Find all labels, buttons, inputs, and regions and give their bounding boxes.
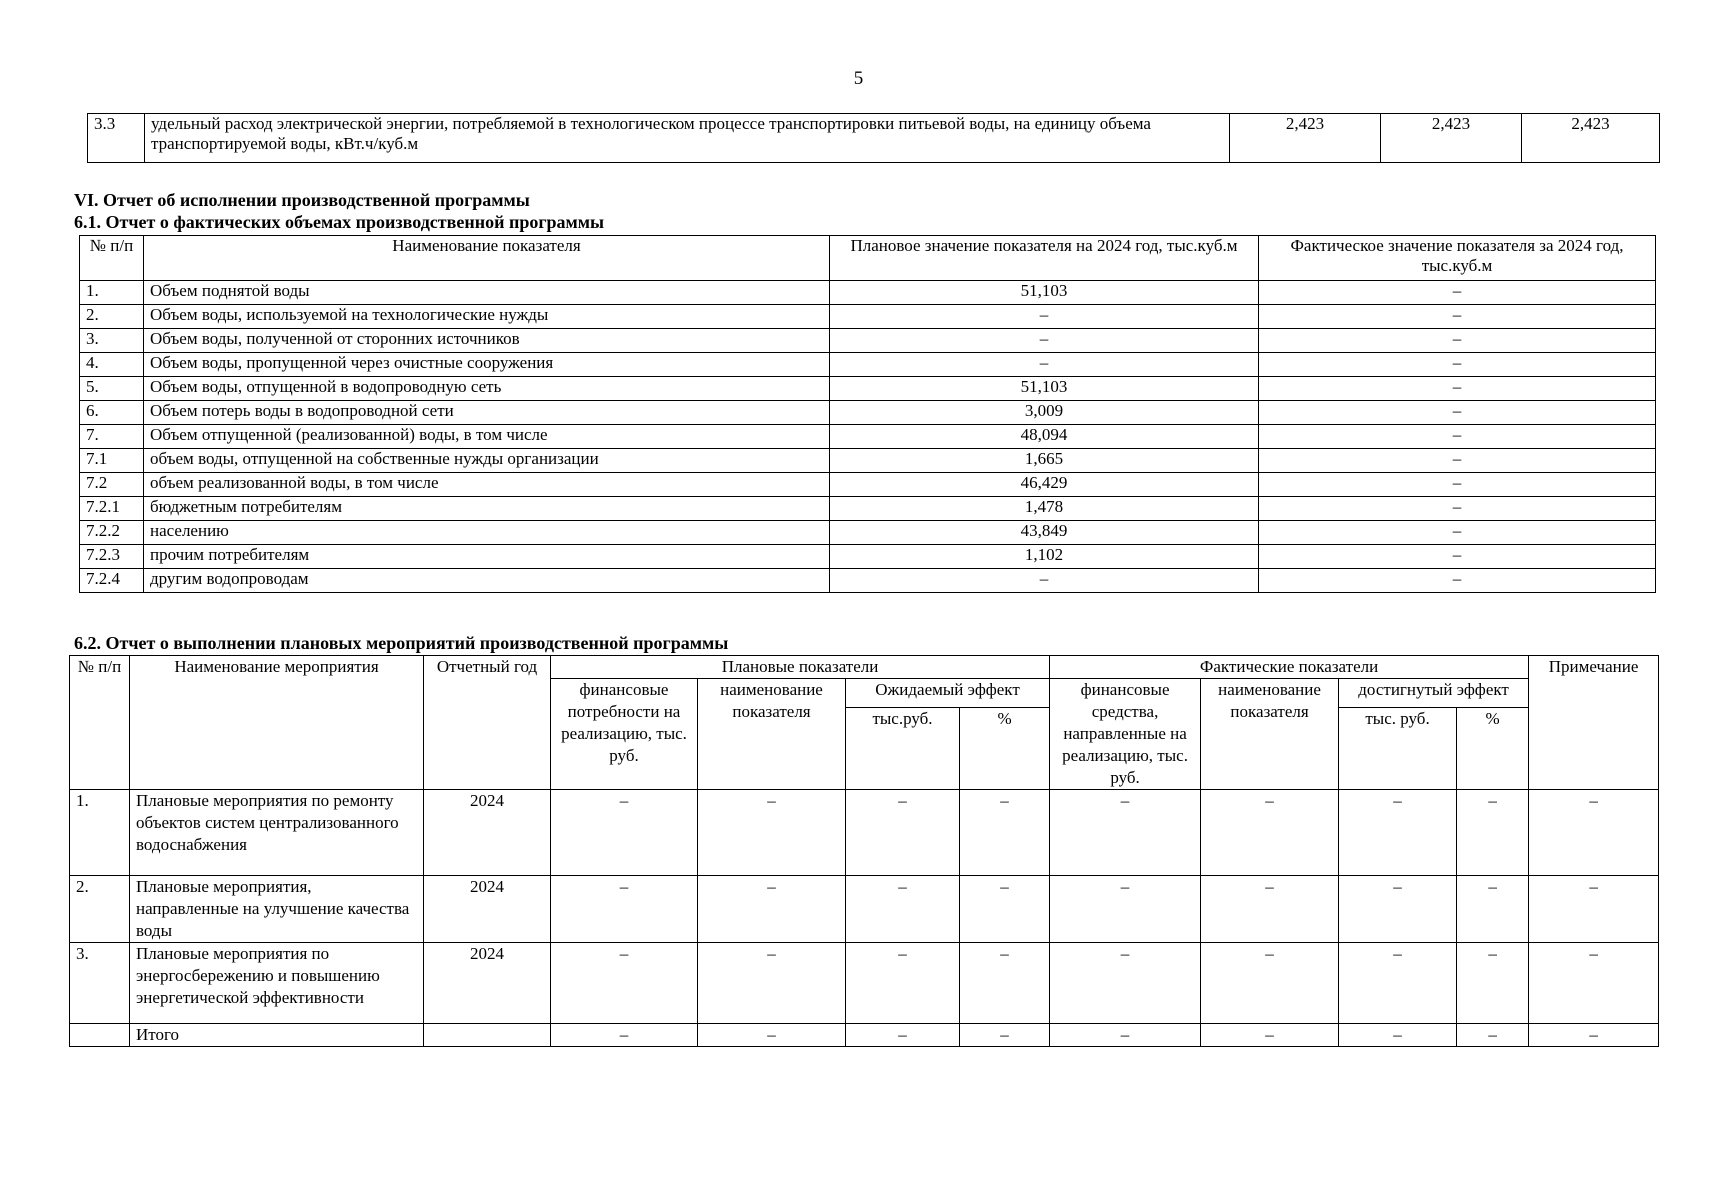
plan-value: 1,102	[830, 545, 1259, 569]
value-cell: –	[1339, 1024, 1457, 1047]
row-name: Плановые мероприятия по энергосбережению и повышению энергетической эффективности	[130, 943, 424, 1024]
fact-value: –	[1259, 569, 1656, 593]
table-row	[80, 329, 1656, 353]
plan-value: –	[830, 329, 1259, 353]
plan-value: –	[830, 353, 1259, 377]
row-number: 5.	[80, 377, 144, 401]
row-name: Объем потерь воды в водопроводной сети	[144, 401, 830, 425]
header-num: № п/п	[80, 236, 144, 281]
page-number: 5	[853, 68, 864, 89]
fact-value: –	[1259, 497, 1656, 521]
value-cell: –	[1339, 943, 1457, 1024]
value-cell: –	[960, 876, 1050, 943]
fact-value: –	[1259, 401, 1656, 425]
row-number: 3.	[70, 943, 130, 1024]
table-row	[80, 473, 1656, 497]
header-note: Примечание	[1529, 656, 1659, 790]
table-6-2	[69, 655, 1659, 1047]
plan-value: 43,849	[830, 521, 1259, 545]
plan-value: –	[830, 305, 1259, 329]
fact-value: –	[1259, 329, 1656, 353]
row-number: 1.	[80, 281, 144, 305]
header-fact: Фактическое значение показателя за 2024 год, тыс.куб.м	[1259, 236, 1656, 281]
fact-value: –	[1259, 473, 1656, 497]
row-name: бюджетным потребителям	[144, 497, 830, 521]
header-fact-group: Фактические показатели	[1050, 656, 1529, 679]
value-cell: –	[698, 1024, 846, 1047]
value-cell: –	[1529, 876, 1659, 943]
fact-value: –	[1259, 281, 1656, 305]
header-year: Отчетный год	[424, 656, 551, 790]
row-name: Объем поднятой воды	[144, 281, 830, 305]
row-number: 3.	[80, 329, 144, 353]
header-fact-effect: достигнутый эффект	[1339, 679, 1529, 708]
plan-value: 51,103	[830, 377, 1259, 401]
row-number: 2.	[80, 305, 144, 329]
table-row	[80, 545, 1656, 569]
header-plan-group: Плановые показатели	[551, 656, 1050, 679]
fact-value: –	[1259, 305, 1656, 329]
value-cell: 2,423	[1230, 114, 1381, 163]
value-cell: –	[846, 790, 960, 876]
value-cell: –	[960, 790, 1050, 876]
plan-value: –	[830, 569, 1259, 593]
value-cell: –	[1339, 790, 1457, 876]
value-cell: –	[960, 943, 1050, 1024]
table-row-3-3	[87, 113, 1660, 163]
plan-value: 51,103	[830, 281, 1259, 305]
header-plan-ind: наименование показателя	[698, 679, 846, 790]
value-cell: –	[551, 943, 698, 1024]
table-row	[80, 401, 1656, 425]
table-row	[70, 943, 1659, 1024]
row-number: 7.	[80, 425, 144, 449]
row-year: 2024	[424, 790, 551, 876]
row-name: объем реализованной воды, в том числе	[144, 473, 830, 497]
row-name: Объем воды, полученной от сторонних источников	[144, 329, 830, 353]
value-cell: –	[1050, 943, 1201, 1024]
plan-value: 46,429	[830, 473, 1259, 497]
row-name: населению	[144, 521, 830, 545]
row-number: 2.	[70, 876, 130, 943]
value-cell: 2,423	[1381, 114, 1522, 163]
row-number: 7.2.1	[80, 497, 144, 521]
value-cell: –	[698, 790, 846, 876]
table-row	[88, 114, 1660, 163]
header-percent: %	[1457, 708, 1529, 790]
row-number: 7.2.4	[80, 569, 144, 593]
row-number: 4.	[80, 353, 144, 377]
section-title-6: VI. Отчет об исполнении производственной программы	[74, 190, 530, 210]
table-row	[80, 425, 1656, 449]
value-cell: –	[551, 790, 698, 876]
header-name: Наименование показателя	[144, 236, 830, 281]
row-name: Плановые мероприятия по ремонту объектов систем централизованного водоснабжения	[130, 790, 424, 876]
table-6-2-body	[70, 790, 1659, 1047]
row-name: прочим потребителям	[144, 545, 830, 569]
value-cell: –	[1050, 876, 1201, 943]
value-cell: –	[1457, 943, 1529, 1024]
plan-value: 1,478	[830, 497, 1259, 521]
header-thous-rub: тыс. руб.	[1339, 708, 1457, 790]
value-cell: –	[1201, 876, 1339, 943]
value-cell: –	[1201, 790, 1339, 876]
row-number	[70, 1024, 130, 1047]
value-cell: –	[551, 1024, 698, 1047]
value-cell: –	[1529, 943, 1659, 1024]
value-cell: –	[551, 876, 698, 943]
value-cell: –	[1457, 790, 1529, 876]
row-number: 7.2.3	[80, 545, 144, 569]
fact-value: –	[1259, 449, 1656, 473]
table-header-row	[80, 236, 1656, 281]
row-number: 1.	[70, 790, 130, 876]
value-cell: –	[1201, 1024, 1339, 1047]
value-cell: –	[1339, 876, 1457, 943]
table-row	[80, 449, 1656, 473]
section-title-6-2: 6.2. Отчет о выполнении плановых мероприятий производственной программы	[74, 633, 729, 653]
table-row	[70, 876, 1659, 943]
table-row	[80, 569, 1656, 593]
value-cell: –	[698, 876, 846, 943]
value-cell: –	[1529, 790, 1659, 876]
value-cell: –	[1457, 876, 1529, 943]
row-year	[424, 1024, 551, 1047]
row-number: 7.2.2	[80, 521, 144, 545]
value-cell: –	[1457, 1024, 1529, 1047]
value-cell: –	[960, 1024, 1050, 1047]
fact-value: –	[1259, 425, 1656, 449]
row-name: другим водопроводам	[144, 569, 830, 593]
row-number: 7.2	[80, 473, 144, 497]
plan-value: 48,094	[830, 425, 1259, 449]
table-row	[70, 790, 1659, 876]
header-thous-rub: тыс.руб.	[846, 708, 960, 790]
header-percent: %	[960, 708, 1050, 790]
row-name: Плановые мероприятия, направленные на улучшение качества воды	[130, 876, 424, 943]
value-cell: –	[1201, 943, 1339, 1024]
header-plan-effect: Ожидаемый эффект	[846, 679, 1050, 708]
header-fact-ind: наименование показателя	[1201, 679, 1339, 790]
row-name: Объем воды, используемой на технологические нужды	[144, 305, 830, 329]
value-cell: –	[1529, 1024, 1659, 1047]
fact-value: –	[1259, 377, 1656, 401]
fact-value: –	[1259, 545, 1656, 569]
total-row	[70, 1024, 1659, 1047]
value-cell: –	[846, 1024, 960, 1047]
header-num: № п/п	[70, 656, 130, 790]
header-fact-fin: финансовые средства, направленные на реализацию, тыс. руб.	[1050, 679, 1201, 790]
value-cell: –	[1050, 1024, 1201, 1047]
table-6-1	[79, 235, 1656, 593]
fact-value: –	[1259, 521, 1656, 545]
value-cell: –	[846, 943, 960, 1024]
row-name: Объем воды, отпущенной в водопроводную сеть	[144, 377, 830, 401]
row-number: 7.1	[80, 449, 144, 473]
row-name: Объем отпущенной (реализованной) воды, в том числе	[144, 425, 830, 449]
table-row	[80, 521, 1656, 545]
row-name: объем воды, отпущенной на собственные нужды организации	[144, 449, 830, 473]
row-year: 2024	[424, 943, 551, 1024]
value-cell: –	[1050, 790, 1201, 876]
plan-value: 1,665	[830, 449, 1259, 473]
row-name: Объем воды, пропущенной через очистные сооружения	[144, 353, 830, 377]
table-row	[80, 353, 1656, 377]
total-label: Итого	[130, 1024, 424, 1047]
header-name: Наименование мероприятия	[130, 656, 424, 790]
value-cell: –	[698, 943, 846, 1024]
row-number: 6.	[80, 401, 144, 425]
plan-value: 3,009	[830, 401, 1259, 425]
table-row	[80, 377, 1656, 401]
header-plan-fin: финансовые потребности на реализацию, тыс. руб.	[551, 679, 698, 790]
fact-value: –	[1259, 353, 1656, 377]
value-cell: –	[846, 876, 960, 943]
header-plan: Плановое значение показателя на 2024 год, тыс.куб.м	[830, 236, 1259, 281]
table-header-row	[70, 656, 1659, 679]
section-title-6-1: 6.1. Отчет о фактических объемах производственной программы	[74, 212, 605, 232]
table-row	[80, 281, 1656, 305]
row-text: удельный расход электрической энергии, потребляемой в технологическом процессе транспортировки питьевой воды, на единицу объема транспортируемой воды, кВт.ч/куб.м	[145, 114, 1230, 163]
row-number: 3.3	[88, 114, 145, 163]
table-row	[80, 497, 1656, 521]
value-cell: 2,423	[1522, 114, 1660, 163]
table-row	[80, 305, 1656, 329]
row-year: 2024	[424, 876, 551, 943]
table-6-1-body	[80, 281, 1656, 593]
